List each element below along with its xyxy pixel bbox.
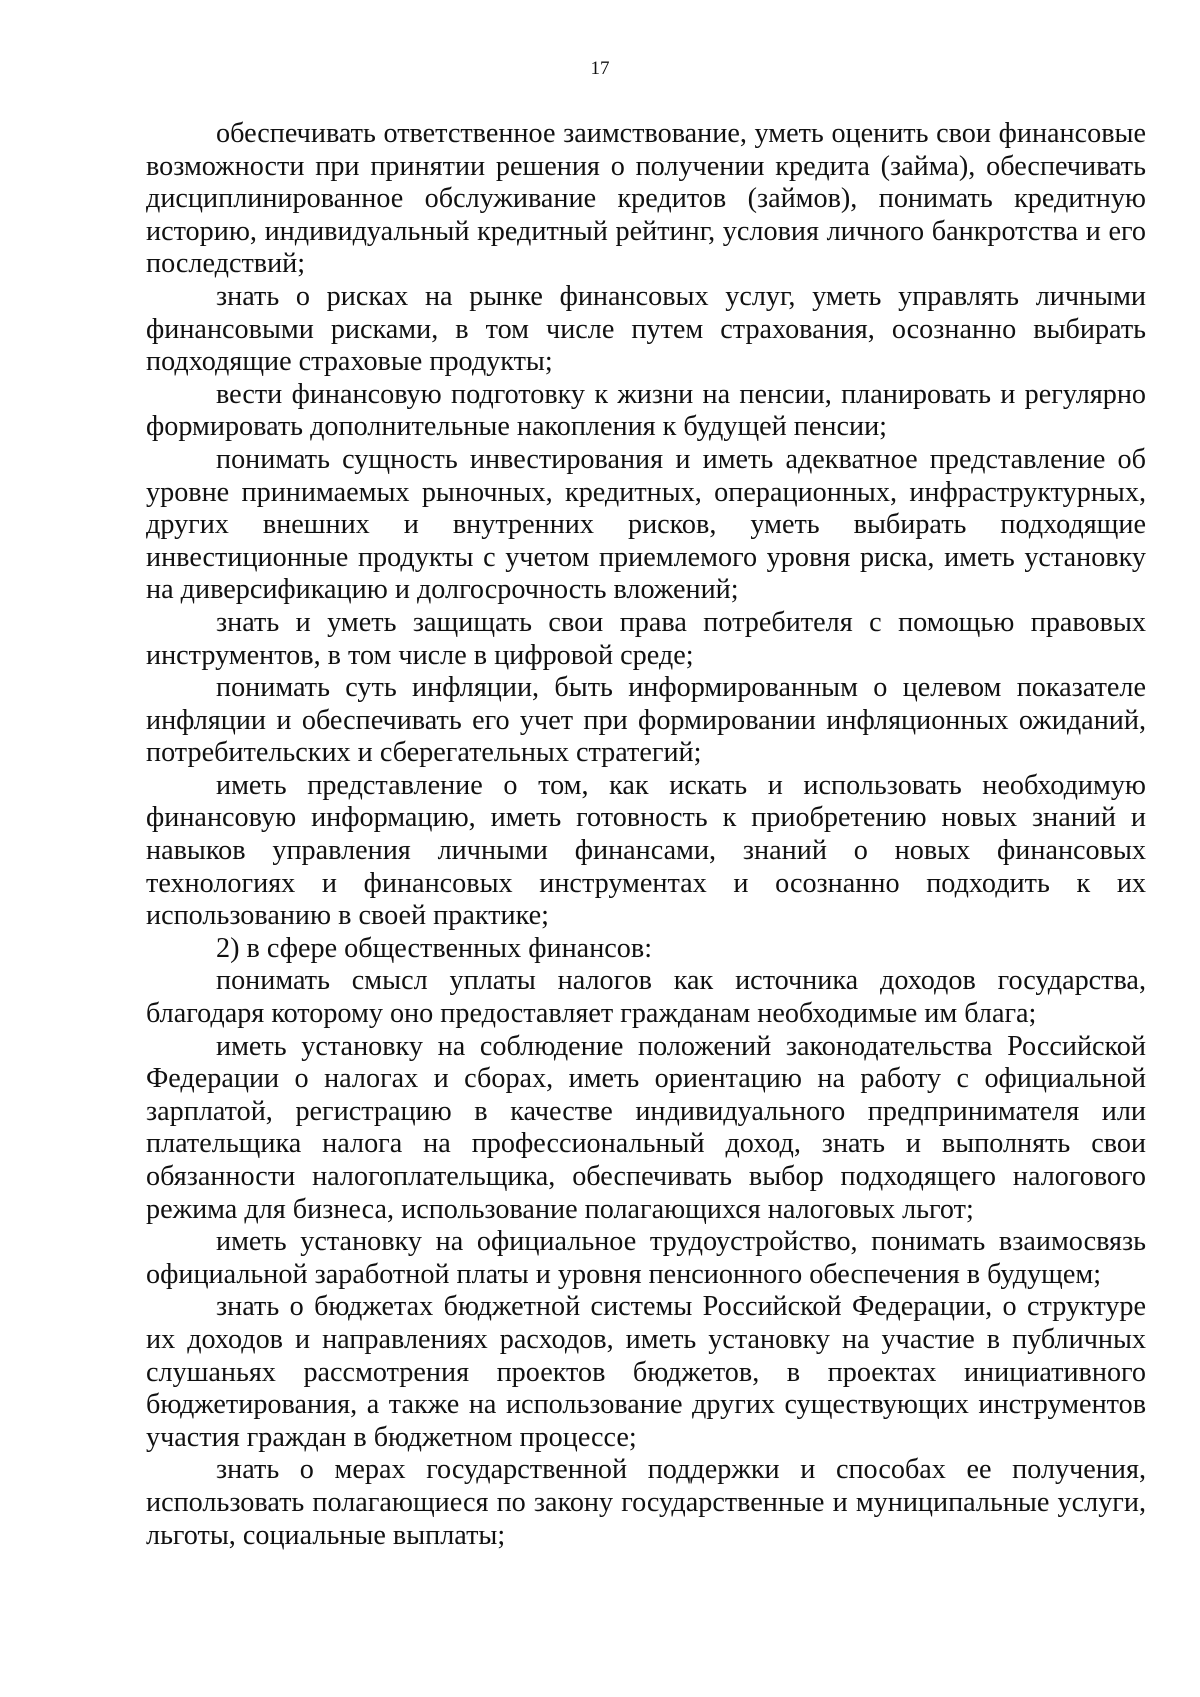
paragraph-financial-risks: знать о рисках на рынке финансовых услуг, уметь управлять личными финансовыми рисками, в том числе путем страхования, осознанно выбирать подходящие страховые продукты; <box>146 280 1146 378</box>
page-number: 17 <box>590 58 610 79</box>
paragraph-state-support: знать о мерах государственной поддержки и способах ее получения, использовать полагающиеся по закону государственные и муниципальные услуги, льготы, социальные выплаты; <box>146 1454 1146 1551</box>
document-body <box>146 118 1146 1552</box>
paragraph-official-employment: иметь установку на официальное трудоустройство, понимать взаимосвязь официальной заработной платы и уровня пенсионного обеспечения в будущем; <box>146 1226 1146 1290</box>
paragraph-consumer-rights: знать и уметь защищать свои права потребителя с помощью правовых инструментов, в том числе в цифровой среде; <box>146 606 1146 671</box>
paragraph-responsible-borrowing: обеспечивать ответственное заимствование, уметь оценить свои финансовые возможности при принятии решения о получении кредита (займа), обеспечивать дисциплинированное обслуживание кредитов (займов), понимать кредитную историю, индивидуальный кредитный рейтинг, условия личного банкротства и его последствий; <box>146 118 1146 280</box>
paragraph-taxes-meaning: понимать смысл уплаты налогов как источника доходов государства, благодаря которому оно предоставляет гражданам необходимые им блага; <box>146 965 1146 1030</box>
paragraph-investing: понимать сущность инвестирования и иметь адекватное представление об уровне принимаемых рыночных, кредитных, операционных, инфраструктурных, других внешних и внутренних рисков, уметь выбирать подходящие инвестиционные продукты с учетом приемлемого уровня риска, иметь установку на диверсификацию и долгосрочность вложений; <box>146 443 1146 606</box>
paragraph-financial-information: иметь представление о том, как искать и использовать необходимую финансовую информацию, иметь готовность к приобретению новых знаний и навыков управления личными финансами, знаний о новых финансовых технологиях и финансовых инструментах и осознанно подходить к их использованию в своей практике; <box>146 769 1146 932</box>
paragraph-tax-compliance: иметь установку на соблюдение положений законодательства Российской Федерации о налогах и сборах, иметь ориентацию на работу с официальной зарплатой, регистрацию в качестве индивидуального предпринимателя или плательщика налога на профессиональный доход, знать и выполнять свои обязанности налогоплательщика, обеспечивать выбор подходящего налогового режима для бизнеса, использование полагающихся налоговых льгот; <box>146 1030 1146 1225</box>
paragraph-pension-preparation: вести финансовую подготовку к жизни на пенсии, планировать и регулярно формировать дополнительные накопления к будущей пенсии; <box>146 378 1146 443</box>
paragraph-inflation: понимать суть инфляции, быть информированным о целевом показателе инфляции и обеспечивать его учет при формировании инфляционных ожиданий, потребительских и сберегательных стратегий; <box>146 672 1146 769</box>
paragraph-budget-system: знать о бюджетах бюджетной системы Российской Федерации, о структуре их доходов и направлениях расходов, иметь установку на участие в публичных слушаньях рассмотрения проектов бюджетов, в проектах инициативного бюджетирования, а также на использование других существующих инструментов участия граждан в бюджетном процессе; <box>146 1291 1146 1453</box>
section-heading-public-finance: 2) в сфере общественных финансов: <box>216 932 653 964</box>
